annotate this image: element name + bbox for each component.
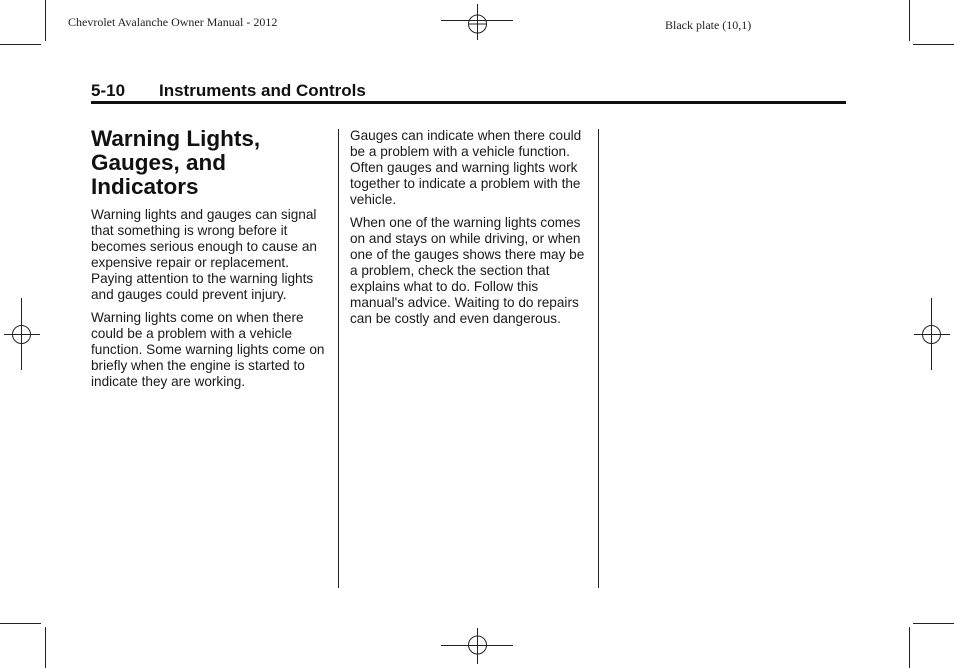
article-title-line: Indicators (91, 174, 199, 199)
column-2 (350, 128, 588, 334)
section-header-rule (91, 101, 846, 104)
article-title-line: Warning Lights, (91, 126, 261, 151)
running-header-right: Black plate (10,1) (665, 18, 752, 32)
column-divider-1 (338, 129, 339, 588)
body-paragraph: Warning lights come on when there could be a problem with a vehicle function. Some warning lights come on briefly when the engine is started to indicate they are working. (91, 310, 325, 389)
column-divider-2 (598, 129, 599, 588)
registration-target-right (914, 298, 950, 370)
registration-target-top (441, 4, 513, 40)
registration-target-left (4, 298, 40, 370)
article-title-line: Gauges, and (91, 150, 227, 175)
page-number: 5-10 (91, 81, 126, 100)
body-paragraph: When one of the warning lights comes on and stays on while driving, or when one of the gauges shows there may be a problem, check the section that explains what to do. Follow this manual's advice. Waiting to do repairs can be costly and even dangerous. (350, 215, 585, 326)
running-header-left: Chevrolet Avalanche Owner Manual - 2012 (68, 15, 278, 29)
body-paragraph: Warning lights and gauges can signal that something is wrong before it becomes serious enough to cause an expensive repair or replacement. Paying attention to the warning lights and gauges could prevent injury. (91, 207, 317, 302)
article-title (91, 127, 329, 199)
body-paragraph: Gauges can indicate when there could be a problem with a vehicle function. Often gauges and warning lights work together to indicate a problem with the vehicle. (350, 128, 582, 207)
section-title: Instruments and Controls (159, 81, 366, 100)
column-1 (91, 127, 329, 397)
registration-target-bottom (441, 628, 513, 664)
